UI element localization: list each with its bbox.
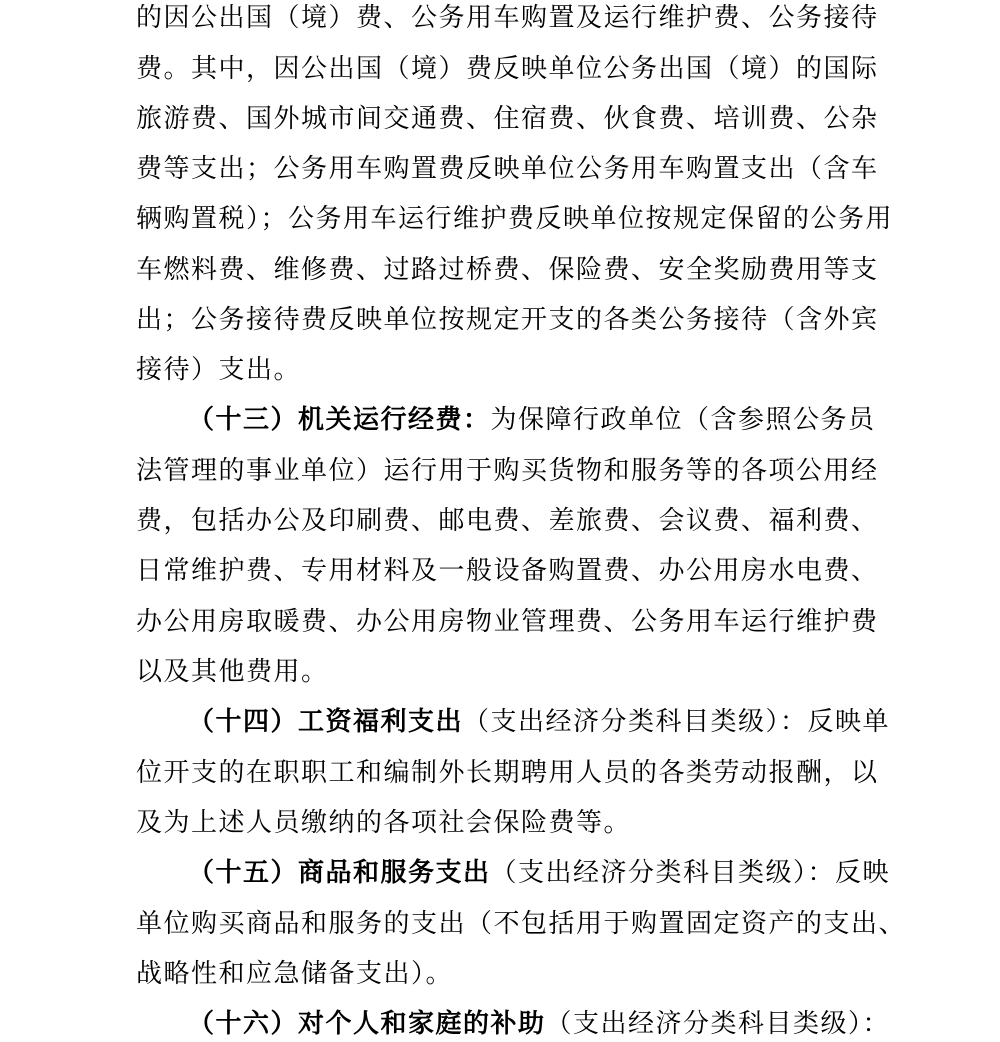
paragraph-line: 日常维护费、专用材料及一般设备购置费、办公用房水电费、 — [136, 556, 879, 586]
paragraph-line: 及为上述人员缴纳的各项社会保险费等。 — [136, 808, 632, 838]
section-15-heading: （十五）商品和服务支出 — [188, 858, 491, 888]
section-16-text: （支出经济分类科目类级）： — [545, 1009, 891, 1039]
paragraph-line: 车燃料费、维修费、过路过桥费、保险费、安全奖励费用等支 — [136, 255, 879, 285]
paragraph-line: 法管理的事业单位）运行用于购买货物和服务等的各项公用经 — [136, 456, 879, 486]
section-13-first-line — [188, 402, 888, 438]
section-15-text: （支出经济分类科目类级）：反映 — [490, 858, 891, 888]
section-16-first-line — [188, 1006, 891, 1042]
section-13-heading: （十三）机关运行经费： — [188, 405, 491, 435]
paragraph-line: 位开支的在职职工和编制外长期聘用人员的各类劳动报酬，以 — [136, 758, 879, 788]
paragraph-line: 战略性和应急储备支出）。 — [136, 959, 454, 989]
paragraph-line: 的因公出国（境）费、公务用车购置及运行维护费、公务接待 — [136, 3, 879, 33]
section-14-text: （支出经济分类科目类级）：反映单 — [463, 707, 891, 737]
paragraph-line: 接待）支出。 — [136, 355, 302, 385]
paragraph-line: 费。其中，因公出国（境）费反映单位公务出国（境）的国际 — [136, 54, 879, 84]
paragraph-line: 辆购置税）；公务用车运行维护费反映单位按规定保留的公务用 — [136, 204, 894, 234]
section-13-text: 为保障行政单位（含参照公务员 — [490, 405, 876, 435]
paragraph-line: 办公用房取暖费、办公用房物业管理费、公务用车运行维护费 — [136, 607, 879, 637]
paragraph-line: 费，包括办公及印刷费、邮电费、差旅费、会议费、福利费、 — [136, 506, 879, 536]
section-14-first-line — [188, 704, 891, 740]
paragraph-line: 单位购买商品和服务的支出（不包括用于购置固定资产的支出、 — [136, 909, 907, 939]
paragraph-line: 以及其他费用。 — [136, 657, 329, 687]
section-14-heading: （十四）工资福利支出 — [188, 707, 464, 737]
paragraph-line: 出；公务接待费反映单位按规定开支的各类公务接待（含外宾 — [136, 305, 879, 335]
paragraph-line: 旅游费、国外城市间交通费、住宿费、伙食费、培训费、公杂 — [136, 104, 879, 134]
section-16-heading: （十六）对个人和家庭的补助 — [188, 1009, 546, 1039]
section-15-first-line — [188, 855, 891, 891]
paragraph-line: 费等支出；公务用车购置费反映单位公务用车购置支出（含车 — [136, 154, 879, 184]
